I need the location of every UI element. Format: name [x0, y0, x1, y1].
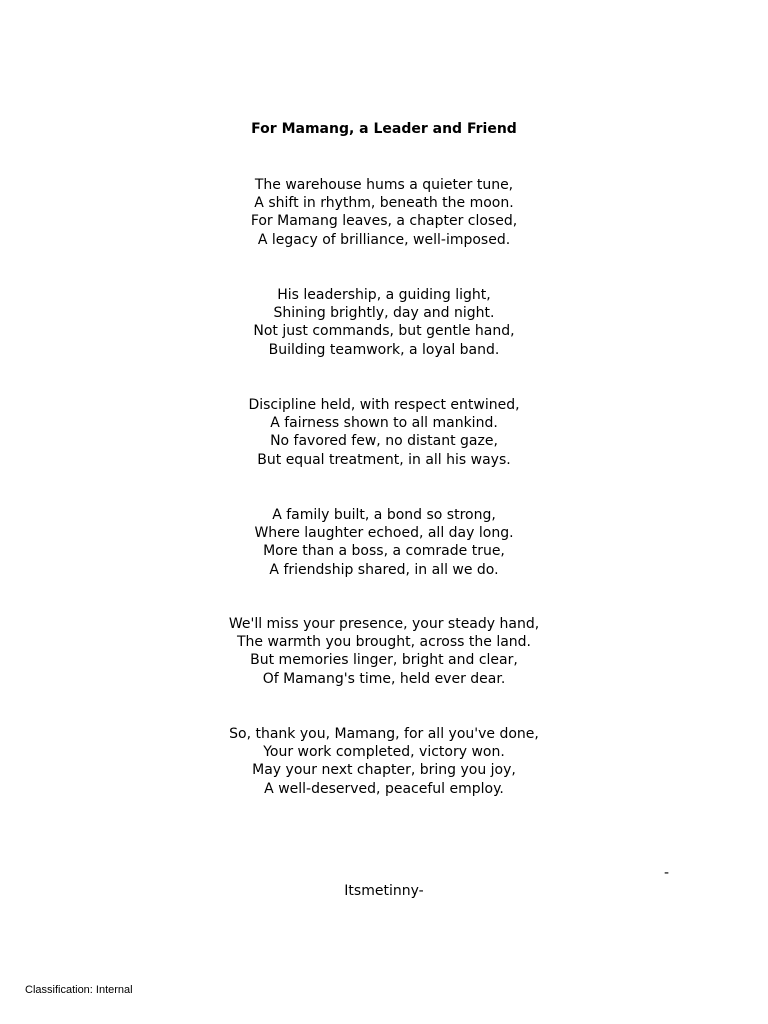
- stanza-5: [0, 615, 768, 688]
- poem-line: More than a boss, a comrade true,: [263, 543, 505, 560]
- poem-line: Your work completed, victory won.: [263, 744, 505, 761]
- poem-line: Discipline held, with respect entwined,: [248, 397, 520, 413]
- stanza-2: [0, 286, 768, 359]
- classification-label: Classification: Internal: [25, 984, 133, 996]
- poem-line: A legacy of brilliance, well-imposed.: [257, 231, 511, 248]
- poem-line: The warehouse hums a quieter tune,: [254, 177, 514, 193]
- poem-line: For Mamang leaves, a chapter closed,: [250, 213, 518, 230]
- poem-line: But memories linger, bright and clear,: [250, 652, 518, 669]
- stanza-1: [0, 176, 768, 249]
- poem-line: His leadership, a guiding light,: [277, 287, 491, 303]
- poem-line: Shining brightly, day and night.: [273, 305, 495, 322]
- stanza-3: [0, 396, 768, 469]
- poem-line: A fairness shown to all mankind.: [270, 415, 498, 432]
- poem-line: We'll miss your presence, your steady hand,: [228, 616, 540, 632]
- stanza-6: [0, 725, 768, 798]
- poem-line: Of Mamang's time, held ever dear.: [262, 670, 506, 687]
- poem-line: A family built, a bond so strong,: [272, 507, 496, 523]
- poem-title: For Mamang, a Leader and Friend: [251, 121, 517, 137]
- poem-line: A shift in rhythm, beneath the moon.: [254, 195, 514, 212]
- stanza-4: [0, 506, 768, 579]
- poem-line: May your next chapter, bring you joy,: [252, 762, 516, 779]
- poem-line: A friendship shared, in all we do.: [269, 561, 499, 578]
- poem-line: Building teamwork, a loyal band.: [268, 341, 500, 358]
- trailing-dash: -: [664, 865, 670, 881]
- poem-line: Where laughter echoed, all day long.: [254, 525, 514, 542]
- poem-line: Not just commands, but gentle hand,: [253, 323, 515, 340]
- signature: Itsmetinny-: [344, 883, 424, 899]
- poem-line: So, thank you, Mamang, for all you've done,: [229, 726, 539, 742]
- poem-line: A well-deserved, peaceful employ.: [264, 780, 504, 797]
- poem-line: No favored few, no distant gaze,: [270, 433, 498, 450]
- poem-line: The warmth you brought, across the land.: [236, 634, 531, 651]
- poem-line: But equal treatment, in all his ways.: [257, 451, 511, 468]
